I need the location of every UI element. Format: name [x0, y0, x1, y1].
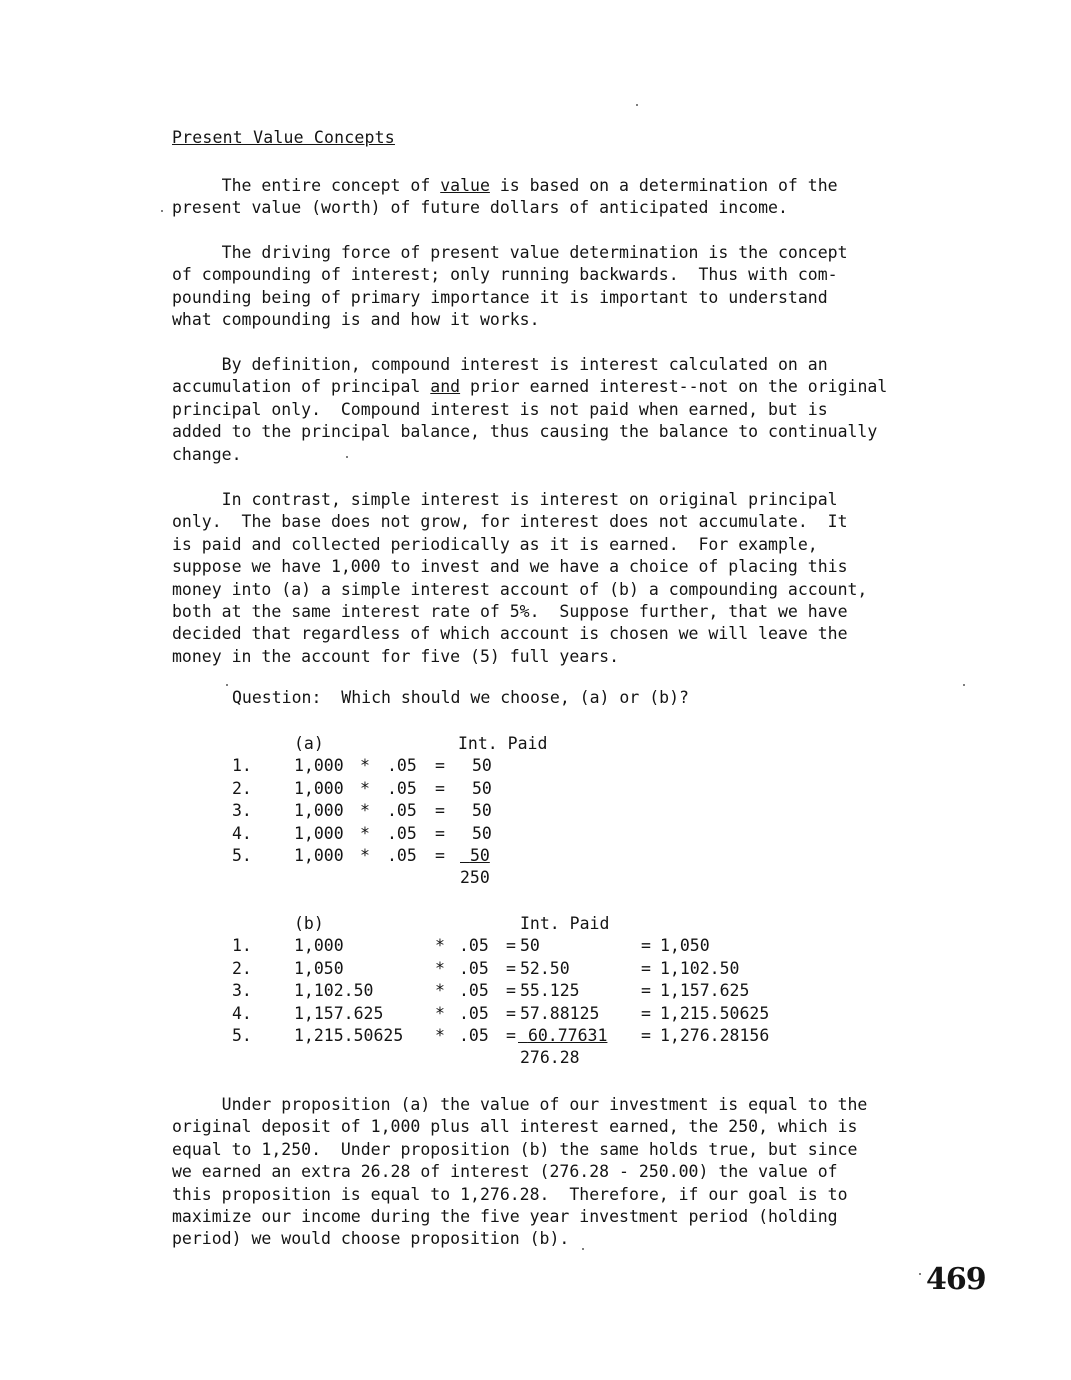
paragraph-line: equal to 1,250. Under proposition (b) the same holds true, but since [172, 1139, 858, 1159]
principal-cell: 1,215.50625 [294, 1025, 404, 1045]
paragraph-line: period) we would choose proposition (b). [172, 1229, 570, 1249]
row-number: 3. [232, 981, 252, 1001]
principal-cell: 1,000 [294, 778, 344, 798]
scan-speck [919, 1273, 921, 1275]
balance-cell: 1,102.50 [660, 958, 740, 978]
page-number: 469 [926, 1262, 986, 1297]
interest-cell: 55.125 [520, 981, 580, 1001]
table-row [232, 958, 832, 980]
paragraph-line: money in the account for five (5) full years. [172, 646, 620, 666]
multiply-sign: * [360, 845, 370, 865]
principal-cell: 1,000 [294, 936, 344, 956]
equals-sign: = [506, 1003, 516, 1023]
paragraph-5 [172, 1094, 1052, 1251]
paragraph-line: decided that regardless of which account is chosen we will leave the [172, 624, 848, 644]
equals-sign: = [435, 778, 445, 798]
table-row [232, 800, 632, 822]
table-header-row [232, 733, 632, 755]
paragraph-3 [172, 354, 1052, 466]
principal-cell: 1,000 [294, 801, 344, 821]
equals-sign: = [435, 801, 445, 821]
interest-cell: 50 [472, 823, 492, 843]
multiply-sign: * [435, 958, 445, 978]
equals-sign: = [435, 823, 445, 843]
interest-cell: 50 [472, 801, 492, 821]
paragraph-line: original deposit of 1,000 plus all interest earned, the 250, which is [172, 1117, 858, 1137]
principal-cell: 1,102.50 [294, 981, 374, 1001]
interest-cell: 50 [520, 936, 540, 956]
paragraph-1 [172, 175, 1052, 220]
emphasis-and: and [430, 377, 461, 397]
paragraph-line: of compounding of interest; only running backwards. Thus with com- [172, 265, 838, 285]
rate-cell: .05 [459, 936, 489, 956]
paragraph-4 [172, 489, 1052, 668]
balance-cell: 1,215.50625 [660, 1003, 770, 1023]
paragraph-line: this proposition is equal to 1,276.28. Therefore, if our goal is to [172, 1184, 848, 1204]
table-simple-interest [232, 733, 632, 890]
paragraph-line: accumulation of principal and prior earned interest--not on the original [172, 377, 888, 397]
scan-speck [226, 684, 228, 686]
multiply-sign: * [435, 1025, 445, 1045]
equals-sign: = [641, 1025, 651, 1045]
paragraph-2 [172, 242, 1052, 332]
paragraph-line: we earned an extra 26.28 of interest (276.28 - 250.00) the value of [172, 1162, 838, 1182]
principal-cell: 1,157.625 [294, 1003, 384, 1023]
principal-cell: 1,000 [294, 823, 344, 843]
table-label: (b) [294, 914, 324, 933]
row-number: 5. [232, 845, 252, 865]
rate-cell: .05 [459, 1003, 489, 1023]
table-compound-interest [232, 913, 832, 1070]
paragraph-line: present value (worth) of future dollars of anticipated income. [172, 198, 788, 218]
paragraph-line: added to the principal balance, thus causing the balance to continually [172, 422, 878, 442]
equals-sign: = [506, 958, 516, 978]
paragraph-line: principal only. Compound interest is not paid when earned, but is [172, 399, 828, 419]
balance-cell: 1,276.28156 [660, 1025, 770, 1045]
rate-cell: .05 [387, 823, 417, 843]
multiply-sign: * [435, 936, 445, 956]
page-heading: Present Value Concepts [172, 128, 395, 147]
interest-cell: 57.88125 [520, 1003, 600, 1023]
paragraph-line: pounding being of primary importance it is important to understand [172, 287, 828, 307]
scan-speck [582, 1248, 584, 1250]
table-row [232, 980, 832, 1002]
paragraph-line: In contrast, simple interest is interest on original principal [172, 490, 838, 509]
equals-sign: = [506, 981, 516, 1001]
paragraph-line: maximize our income during the five year investment period (holding [172, 1206, 838, 1226]
rate-cell: .05 [387, 756, 417, 776]
paragraph-line: By definition, compound interest is interest calculated on an [172, 355, 828, 374]
interest-cell: 50 [469, 845, 490, 865]
interest-cell: 52.50 [520, 958, 570, 978]
scan-speck [161, 210, 163, 212]
paragraph-line: is paid and collected periodically as it is earned. For example, [172, 534, 818, 554]
row-number: 2. [232, 958, 252, 978]
paragraph-line: suppose we have 1,000 to invest and we have a choice of placing this [172, 557, 848, 577]
scan-speck [636, 104, 638, 106]
total-row [232, 1047, 832, 1069]
balance-cell: 1,157.625 [660, 981, 750, 1001]
multiply-sign: * [435, 1003, 445, 1023]
row-number: 1. [232, 756, 252, 776]
table-row [232, 823, 632, 845]
table-row [232, 1025, 832, 1047]
table-label: (a) [294, 734, 324, 753]
paragraph-line: The driving force of present value determination is the concept [172, 243, 848, 262]
balance-cell: 1,050 [660, 936, 710, 956]
paragraph-line: only. The base does not grow, for interest does not accumulate. It [172, 512, 848, 532]
row-number: 5. [232, 1025, 252, 1045]
int-paid-header: Int. Paid [458, 734, 548, 753]
paragraph-line: both at the same interest rate of 5%. Suppose further, that we have [172, 601, 848, 621]
total-interest: 276.28 [520, 1048, 580, 1068]
paragraph-line: what compounding is and how it works. [172, 310, 540, 330]
row-number: 3. [232, 801, 252, 821]
rate-cell: .05 [459, 1025, 489, 1045]
total-row [232, 867, 632, 889]
rate-cell: .05 [387, 801, 417, 821]
multiply-sign: * [360, 801, 370, 821]
interest-cell: 50 [472, 756, 492, 776]
scan-speck [963, 684, 965, 686]
paragraph-line: Under proposition (a) the value of our investment is equal to the [172, 1095, 868, 1114]
paragraph-line: money into (a) a simple interest account of (b) a compounding account, [172, 579, 868, 599]
multiply-sign: * [435, 981, 445, 1001]
rate-cell: .05 [387, 845, 417, 865]
equals-sign: = [641, 936, 651, 956]
equals-sign: = [641, 1003, 651, 1023]
row-number: 4. [232, 1003, 252, 1023]
interest-cell: 50 [472, 778, 492, 798]
paragraph-line: The entire concept of value is based on a determination of the [221, 176, 838, 195]
row-number: 1. [232, 936, 252, 956]
question-line: Question: Which should we choose, (a) or (b)? [232, 688, 689, 707]
row-number: 4. [232, 823, 252, 843]
paragraph-line: change. [172, 444, 242, 464]
table-header-row [232, 913, 832, 935]
int-paid-header: Int. Paid [520, 914, 610, 933]
equals-sign: = [435, 756, 445, 776]
rate-cell: .05 [387, 778, 417, 798]
rate-cell: .05 [459, 958, 489, 978]
row-number: 2. [232, 778, 252, 798]
table-row [232, 845, 632, 867]
principal-cell: 1,050 [294, 958, 344, 978]
equals-sign: = [641, 981, 651, 1001]
equals-sign: = [506, 1025, 516, 1045]
equals-sign: = [641, 958, 651, 978]
equals-sign: = [435, 845, 445, 865]
scan-speck [346, 456, 348, 458]
table-row [232, 935, 832, 957]
emphasis-value: value [440, 176, 490, 195]
multiply-sign: * [360, 823, 370, 843]
table-row [232, 1003, 832, 1025]
table-row [232, 778, 632, 800]
rate-cell: .05 [459, 981, 489, 1001]
interest-cell: 60.77631 [527, 1025, 608, 1045]
equals-sign: = [506, 936, 516, 956]
principal-cell: 1,000 [294, 845, 344, 865]
principal-cell: 1,000 [294, 756, 344, 776]
table-row [232, 755, 632, 777]
multiply-sign: * [360, 756, 370, 776]
multiply-sign: * [360, 778, 370, 798]
total-interest: 250 [460, 868, 490, 888]
